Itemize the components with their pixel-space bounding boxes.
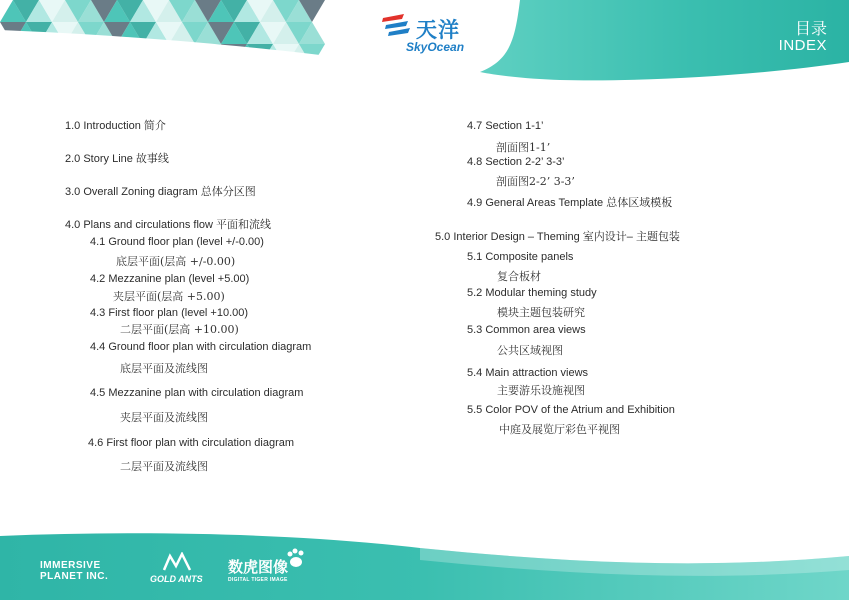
toc-entry[interactable]: 4.6 First floor plan with circulation diagram [88,437,295,449]
footer-band [0,500,849,600]
toc-entry-chinese: 主要游乐设施视图 [497,384,585,397]
toc-entry-chinese: 中庭及展览厅彩色平视图 [499,423,620,436]
toc-entry[interactable]: 4.5 Mezzanine plan with circulation diagram [90,387,304,399]
immersive-logo-line2: PLANET INC. [40,571,109,582]
toc-entry-chinese: 二层平面及流线图 [120,460,208,473]
digital-tiger-logo-chinese: 数虎图像 [228,558,289,576]
toc-entry-chinese: 剖面图1-1’ [496,141,551,154]
toc-entry-chinese: 二层平面(层高 +10.00) [120,323,239,336]
toc-entry[interactable]: 2.0 Story Line 故事线 [65,153,169,165]
toc-entry-chinese: 复合板材 [497,270,541,283]
toc-entry[interactable]: 1.0 Introduction 简介 [65,120,166,132]
toc-entry-chinese: 夹层平面及流线图 [120,411,208,424]
toc-entry[interactable]: 4.3 First floor plan (level +10.00) [90,307,249,319]
skyocean-logo [380,10,470,62]
logo-mark-icon [380,12,414,42]
toc-entry[interactable]: 5.2 Modular theming study [467,287,597,299]
index-title-chinese: 目录 [794,19,827,38]
digital-tiger-logo [228,556,288,583]
logo-english-text: SkyOcean [406,40,465,54]
toc-entry[interactable]: 5.3 Common area views [467,324,586,336]
toc-entry-chinese: 底层平面(层高 +/-0.00) [116,255,236,268]
toc-entry[interactable]: 3.0 Overall Zoning diagram 总体分区图 [65,186,256,198]
digital-tiger-logo-english: DIGITAL TIGER IMAGE [228,577,288,583]
toc-entry[interactable]: 5.5 Color POV of the Atrium and Exhibition [467,404,675,416]
toc-entry[interactable]: 5.4 Main attraction views [467,367,589,379]
toc-entry-chinese: 公共区域视图 [497,344,563,357]
index-title-english: INDEX [778,37,827,54]
toc-entry-chinese: 模块主题包装研究 [497,306,585,319]
logo-chinese-text: 天洋 [416,18,460,42]
gold-ants-mark-icon [162,552,192,572]
gold-ants-logo-text: GOLD ANTS [150,574,203,584]
toc-entry[interactable]: 5.0 Interior Design – Theming 室内设计– 主题包装 [435,231,680,243]
toc-entry[interactable]: 4.1 Ground floor plan (level +/-0.00) [90,236,264,248]
immersive-planet-logo [40,560,108,582]
toc-entry[interactable]: 4.7 Section 1-1’ [467,120,544,132]
paw-icon [286,548,306,570]
toc-entry[interactable]: 4.2 Mezzanine plan (level +5.00) [90,273,250,285]
toc-entry-chinese: 底层平面及流线图 [120,362,208,375]
toc-entry[interactable]: 5.1 Composite panels [467,251,574,263]
toc-entry[interactable]: 4.8 Section 2-2’ 3-3’ [467,156,565,168]
toc-entry[interactable]: 4.4 Ground floor plan with circulation diagram [90,341,312,353]
gold-ants-logo [150,552,210,592]
toc-entry-chinese: 剖面图2-2’ 3-3’ [496,175,575,188]
toc-entry[interactable]: 4.9 General Areas Template 总体区域模板 [467,197,673,209]
immersive-logo-line1: IMMERSIVE [40,560,101,571]
toc-entry[interactable]: 4.0 Plans and circulations flow 平面和流线 [65,219,272,231]
toc-entry-chinese: 夹层平面(层高 +5.00) [113,290,225,303]
